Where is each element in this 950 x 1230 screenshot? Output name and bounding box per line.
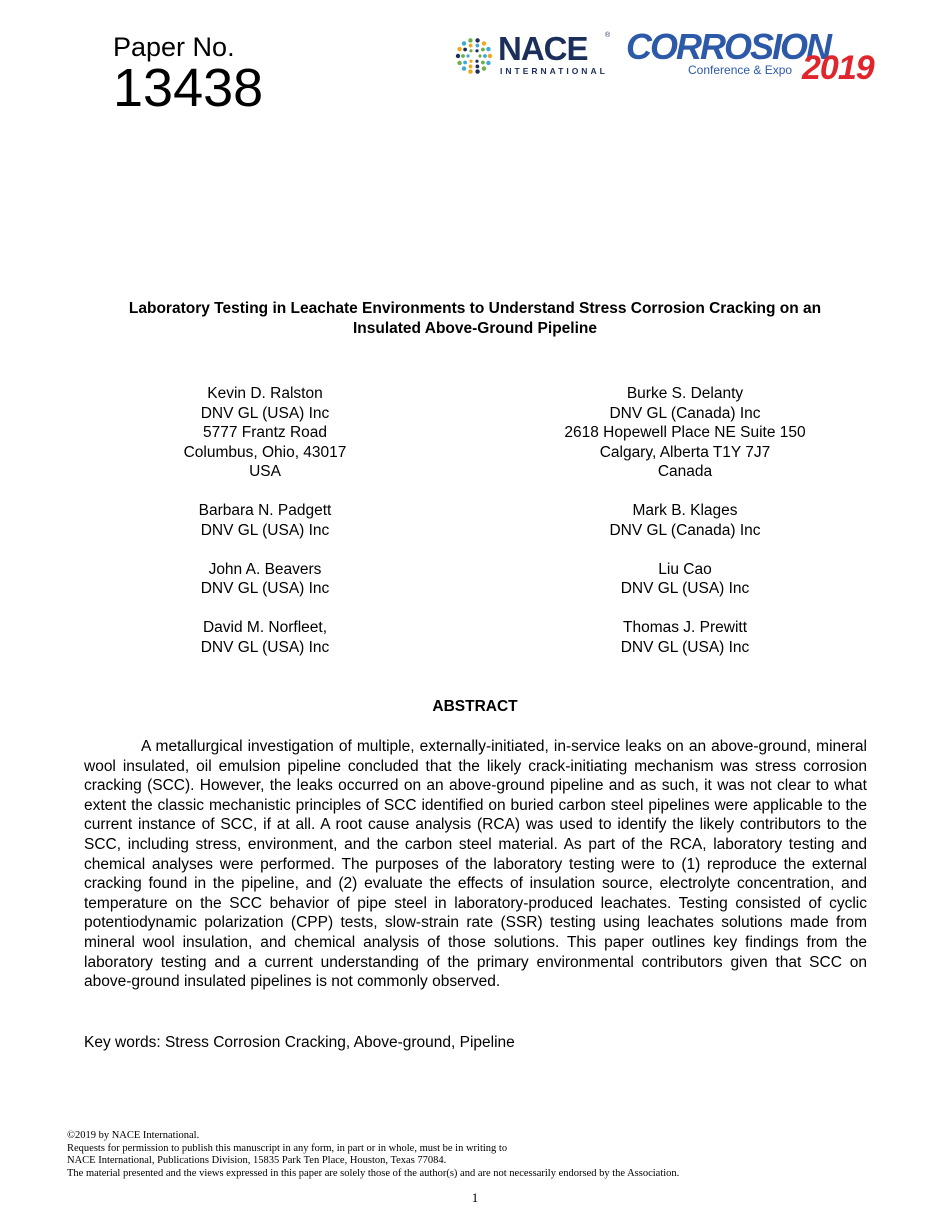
author-affiliation: DNV GL (Canada) Inc [609,404,761,422]
author-name: John A. Beavers [208,560,322,578]
corrosion-logo-year: 2019 [802,49,874,87]
author-address: Canada [657,463,713,480]
author-address: Columbus, Ohio, 43017 [183,443,347,461]
author-affiliation: DNV GL (USA) Inc [620,580,750,597]
author-affiliation: DNV GL (USA) Inc [200,404,330,422]
abstract-body: A metallurgical investigation of multiple, externally-initiated, in-service leaks on an above-ground, mineral wool insulated, oil emulsion pipeline concluded that the likely crack-initiating mechanism was stress corrosion cracking (SCC). However, the leaks occurred on an above-ground pipeline and as such, it was not clear to what extent the classic mechanistic principles of SCC identified on buried carbon steel pipelines were applicable to the current instance of SCC, if at all. A root cause analysis (RCA) was used to identify the likely contributors to the SCC, including stress, environment, and the carbon steel material. As part of the RCA, laboratory testing and chemical analyses were performed. The purposes of the laboratory testing were to (1) reproduce the external cracking found in the pipeline, and (2) evaluate the effects of insulation source, electrolyte concentration, and temperature on the SCC behavior of pipe steel in laboratory-produced leachates. Testing consisted of cyclic potentiodynamic polarization (CPP) tests, slow-strain rate (SSR) testing using leachates solutions made from mineral wool insulation, and chemical analysis of those solutions. This paper outlines key findings from the laboratory testing and a current understanding of the primary environmental contributors given that SCC on above-ground insulated pipelines is not commonly observed. [84,738,867,991]
copyright-footer [67,1130,887,1180]
nace-logo-sub: INTERNATIONAL [500,66,608,76]
author-address: USA [249,463,281,480]
author-block [140,618,390,657]
author-block [140,384,390,482]
footer-line: ©2019 by NACE International. [67,1130,200,1141]
corrosion-conference-logo [626,26,884,87]
author-affiliation: DNV GL (USA) Inc [620,638,750,656]
author-block [535,384,835,482]
author-block [535,560,835,599]
paper-label: Paper No. [113,32,235,62]
author-block [535,618,835,657]
abstract-heading: ABSTRACT [432,698,518,715]
paper-number: 13438 [113,58,264,118]
footer-line: NACE International, Publications Division, 15835 Park Ten Place, Houston, Texas 77084. [67,1155,447,1166]
author-name: Kevin D. Ralston [207,385,323,402]
author-address: 2618 Hopewell Place NE Suite 150 [564,424,806,441]
footer-line: The material presented and the views expressed in this paper are solely those of the author(s) and are not necessarily endorsed by the Association. [67,1167,680,1179]
corrosion-logo-sub: Conference & Expo [688,63,793,77]
author-block [535,501,835,540]
author-block [140,560,390,599]
author-name: Burke S. Delanty [626,385,744,402]
keywords: Key words: Stress Corrosion Cracking, Above-ground, Pipeline [84,1034,515,1051]
footer-line: Requests for permission to publish this manuscript in any form, in part or in whole, must be in writing to [67,1142,508,1154]
paper-title-line: Insulated Above-Ground Pipeline [352,320,597,337]
author-affiliation: DNV GL (Canada) Inc [609,521,761,539]
nace-globe-icon [454,36,494,76]
page-number: 1 [471,1190,479,1205]
author-affiliation: DNV GL (USA) Inc [200,521,330,539]
author-name: Mark B. Klages [632,502,738,519]
paper-title-line: Laboratory Testing in Leachate Environments to Understand Stress Corrosion Cracking on an [128,300,822,317]
nace-logo-word: NACE [498,30,588,67]
author-name: Liu Cao [658,560,712,578]
paper-title [80,299,870,339]
nace-logo [454,32,614,80]
corrosion-logo-word: CORROSION [626,26,831,67]
author-address: Calgary, Alberta T1Y 7J7 [599,443,771,461]
author-column-left [140,384,390,677]
author-name: David M. Norfleet, [202,619,328,636]
paper-number-block [113,32,264,118]
author-column-right [535,384,835,677]
author-block [140,501,390,540]
author-address: 5777 Frantz Road [202,424,328,441]
author-affiliation: DNV GL (USA) Inc [200,580,330,597]
nace-registered-mark: ® [605,32,611,39]
author-name: Thomas J. Prewitt [622,619,748,636]
author-name: Barbara N. Padgett [198,502,332,519]
author-affiliation: DNV GL (USA) Inc [200,638,330,656]
